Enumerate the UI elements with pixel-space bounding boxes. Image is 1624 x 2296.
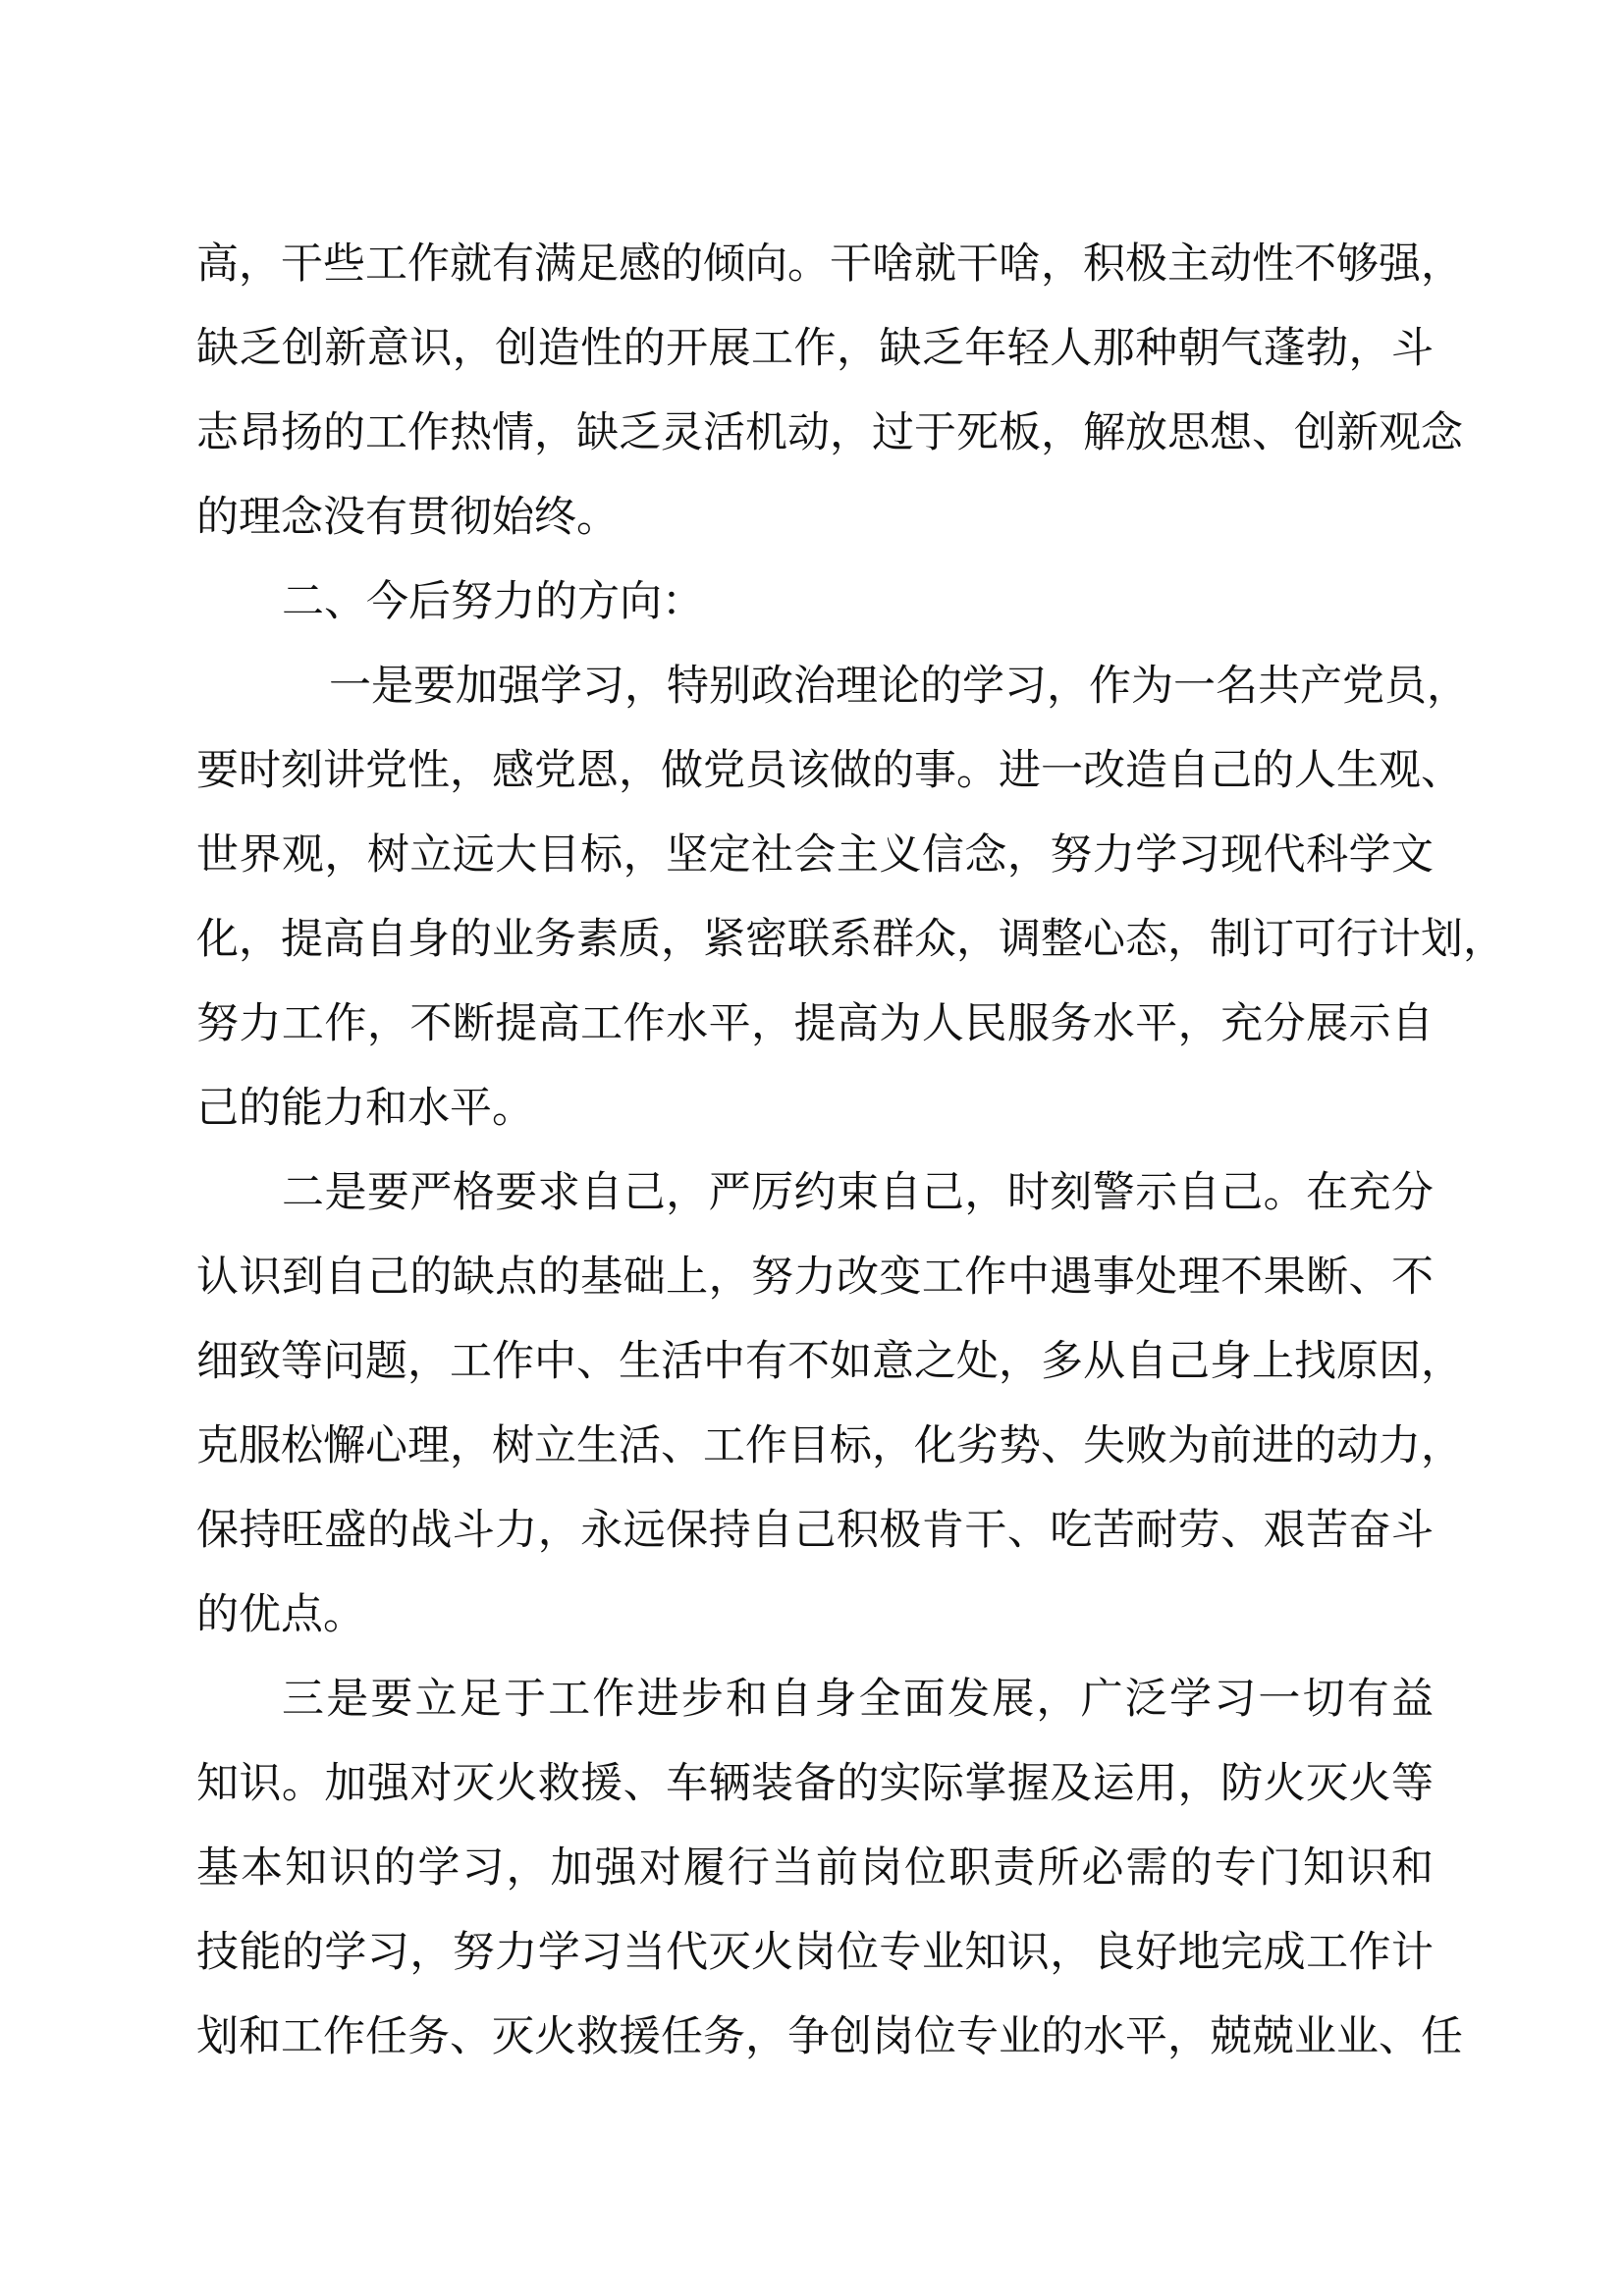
text-line: 的优点。: [196, 1590, 365, 1639]
text-line: 知识。加强对灭火救援、车辆装备的实际掌握及运用，防火灭火等: [196, 1759, 1434, 1808]
text-line: 努力工作，不断提高工作水平，提高为人民服务水平，充分展示自: [196, 999, 1434, 1048]
text-line: 要时刻讲党性，感党恩，做党员该做的事。进一改造自己的人生观、: [196, 746, 1463, 795]
text-line: 三是要立足于工作进步和自身全面发展，广泛学习一切有益: [282, 1675, 1434, 1724]
text-line: 细致等问题，工作中、生活中有不如意之处，多从自己身上找原因，: [196, 1337, 1463, 1386]
text-line: 克服松懈心理，树立生活、工作目标，化劣势、失败为前进的动力，: [196, 1421, 1463, 1470]
text-line: 认识到自己的缺点的基础上，努力改变工作中遇事处理不果断、不: [196, 1253, 1434, 1302]
text-line: 己的能力和水平。: [196, 1084, 534, 1133]
section-heading: 二、今后努力的方向：: [282, 577, 704, 626]
text-line: 二是要严格要求自己，严厉约束自己，时刻警示自己。在充分: [282, 1168, 1434, 1217]
text-line: 的理念没有贯彻始终。: [196, 493, 619, 542]
text-line: 高，干些工作就有满足感的倾向。干啥就干啥，积极主动性不够强，: [196, 240, 1463, 289]
text-line: 化，提高自身的业务素质，紧密联系群众，调整心态，制订可行计划，: [196, 915, 1505, 964]
text-line: 缺乏创新意识，创造性的开展工作，缺乏年轻人那种朝气蓬勃，斗: [196, 324, 1434, 373]
text-line: 划和工作任务、灭火救援任务，争创岗位专业的水平，兢兢业业、任: [196, 2012, 1463, 2061]
text-line: 技能的学习，努力学习当代灭火岗位专业知识，良好地完成工作计: [196, 1928, 1434, 1977]
text-line: 基本知识的学习，加强对履行当前岗位职责所必需的专门知识和: [196, 1843, 1434, 1893]
text-line: 一是要加强学习，特别政治理论的学习，作为一名共产党员，: [329, 662, 1469, 711]
text-line: 保持旺盛的战斗力，永远保持自己积极肯干、吃苦耐劳、艰苦奋斗: [196, 1506, 1434, 1555]
text-line: 志昂扬的工作热情，缺乏灵活机动，过于死板，解放思想、创新观念: [196, 408, 1463, 457]
text-line: 世界观，树立远大目标，坚定社会主义信念，努力学习现代科学文: [196, 830, 1434, 880]
